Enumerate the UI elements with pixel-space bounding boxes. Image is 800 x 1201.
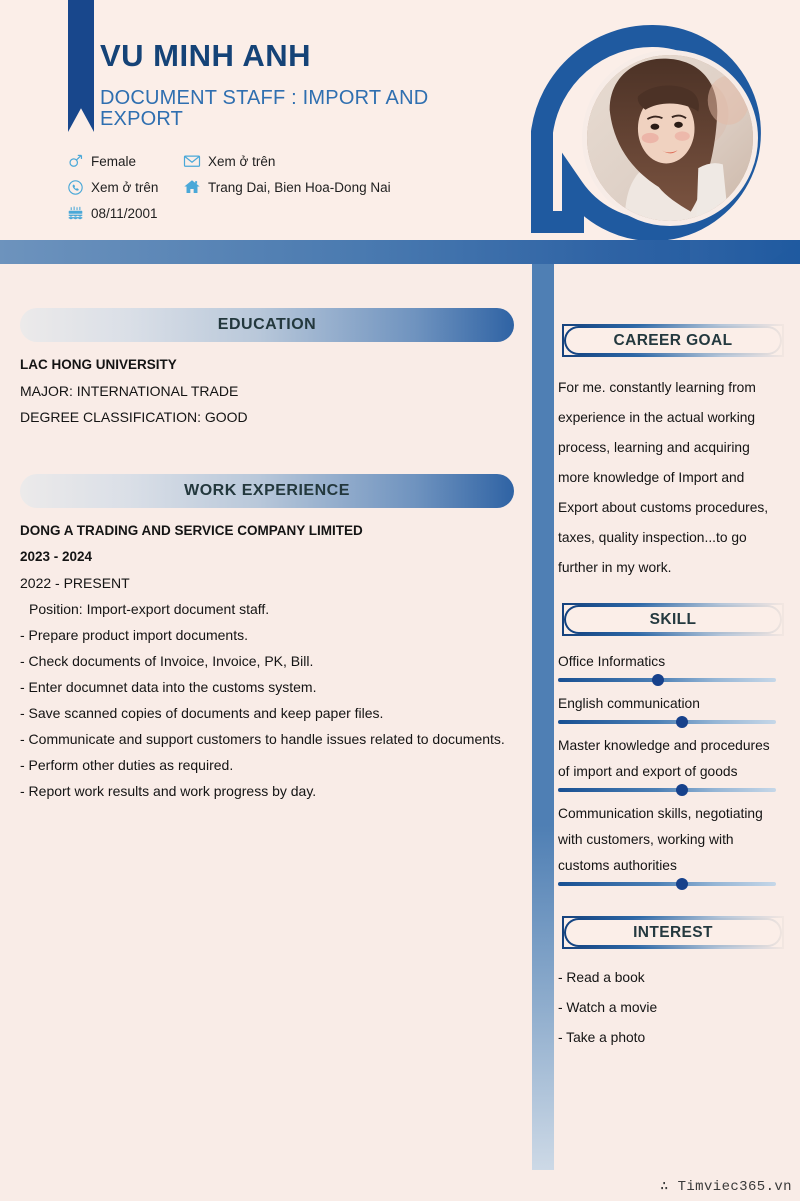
- contact-list: [66, 152, 486, 230]
- home-icon: [183, 178, 201, 196]
- right-column: [554, 264, 800, 1053]
- contact-row: [66, 204, 486, 230]
- skill-slider-track[interactable]: [558, 882, 776, 886]
- work-line: - Save scanned copies of documents and keep paper files.: [20, 705, 384, 721]
- skill-slider-track[interactable]: [558, 788, 776, 792]
- contact-label: 08/11/2001: [91, 205, 158, 221]
- contact-row: [66, 178, 486, 204]
- skill-item: [558, 733, 776, 792]
- header-divider-band: [0, 240, 800, 264]
- gender-icon: [66, 152, 84, 170]
- skill-slider-knob[interactable]: [652, 674, 664, 686]
- section-heading-education: EDUCATION: [20, 308, 514, 342]
- work-line: - Check documents of Invoice, Invoice, PK, Bill.: [20, 653, 314, 669]
- work-line: - Prepare product import documents.: [20, 627, 248, 643]
- skill-slider-track[interactable]: [558, 678, 776, 682]
- work-line: - Report work results and work progress by day.: [20, 783, 317, 799]
- work-line: 2023 - 2024: [20, 549, 93, 564]
- contact-label: Xem ở trên: [208, 153, 276, 169]
- column-divider: [532, 264, 554, 1170]
- work-line: - Communicate and support customers to handle issues related to documents.: [20, 731, 505, 747]
- work-line: DONG A TRADING AND SERVICE COMPANY LIMITED: [20, 523, 363, 538]
- work-experience-body: [0, 508, 532, 804]
- contact-label: Xem ở trên: [91, 179, 159, 195]
- section-heading-career-goal: CAREER GOAL: [562, 324, 784, 357]
- interest-item: - Take a photo: [558, 1030, 646, 1045]
- section-heading-skill: SKILL: [562, 603, 784, 636]
- contact-item-birthday: [66, 204, 158, 222]
- skill-slider-knob[interactable]: [676, 716, 688, 728]
- skill-item: [558, 691, 776, 724]
- skill-item: [558, 649, 776, 682]
- avatar: [582, 50, 758, 226]
- education-line: DEGREE CLASSIFICATION: GOOD: [20, 409, 248, 425]
- skill-list: [554, 636, 800, 886]
- contact-item-gender: [66, 152, 136, 170]
- job-title: DOCUMENT STAFF : IMPORT AND EXPORT: [100, 87, 429, 130]
- birthday-cake-icon: [66, 204, 84, 222]
- skill-label: English communication: [558, 696, 700, 711]
- page-title: VU MINH ANH: [100, 38, 312, 73]
- work-line: 2022 - PRESENT: [20, 575, 130, 591]
- contact-item-address: [183, 178, 391, 196]
- cv-header: [0, 0, 800, 240]
- contact-label: Trang Dai, Bien Hoa-Dong Nai: [208, 179, 391, 195]
- skill-label: Communication skills, negotiating with customers, working with customs authorities: [558, 806, 763, 873]
- education-line: LAC HONG UNIVERSITY: [20, 357, 177, 372]
- left-column: [0, 264, 532, 804]
- contact-item-email: [183, 152, 275, 170]
- skill-item: [558, 801, 776, 886]
- skill-label: Office Informatics: [558, 654, 666, 669]
- work-line: Position: Import-export document staff.: [29, 601, 270, 617]
- section-heading-interest: INTEREST: [562, 916, 784, 949]
- work-line: - Perform other duties as required.: [20, 757, 234, 773]
- career-goal-body: [554, 357, 800, 583]
- education-body: [0, 342, 532, 430]
- contact-item-phone: [66, 178, 158, 196]
- section-heading-work-experience: WORK EXPERIENCE: [20, 474, 514, 508]
- envelope-icon: [183, 152, 201, 170]
- contact-label: Female: [91, 153, 137, 169]
- skill-slider-knob[interactable]: [676, 784, 688, 796]
- skill-slider-track[interactable]: [558, 720, 776, 724]
- interest-item: - Watch a movie: [558, 1000, 658, 1015]
- career-goal-text: For me. constantly learning from experience in the actual working process, learning and acquiring more knowledge of Import and Export about customs procedures, taxes, quality inspection...to go further in my work.: [558, 380, 769, 575]
- interest-body: [554, 949, 800, 1053]
- skill-label: Master knowledge and procedures of import and export of goods: [558, 738, 770, 779]
- phone-circle-icon: [66, 178, 84, 196]
- education-line: MAJOR: INTERNATIONAL TRADE: [20, 383, 239, 399]
- skill-slider-knob[interactable]: [676, 878, 688, 890]
- watermark: ∴ Timviec365.vn: [659, 1179, 792, 1195]
- ribbon-bookmark-icon: [68, 0, 94, 132]
- interest-item: - Read a book: [558, 970, 645, 985]
- avatar-frame: [528, 22, 778, 250]
- work-line: - Enter documnet data into the customs system.: [20, 679, 317, 695]
- contact-row: [66, 152, 486, 178]
